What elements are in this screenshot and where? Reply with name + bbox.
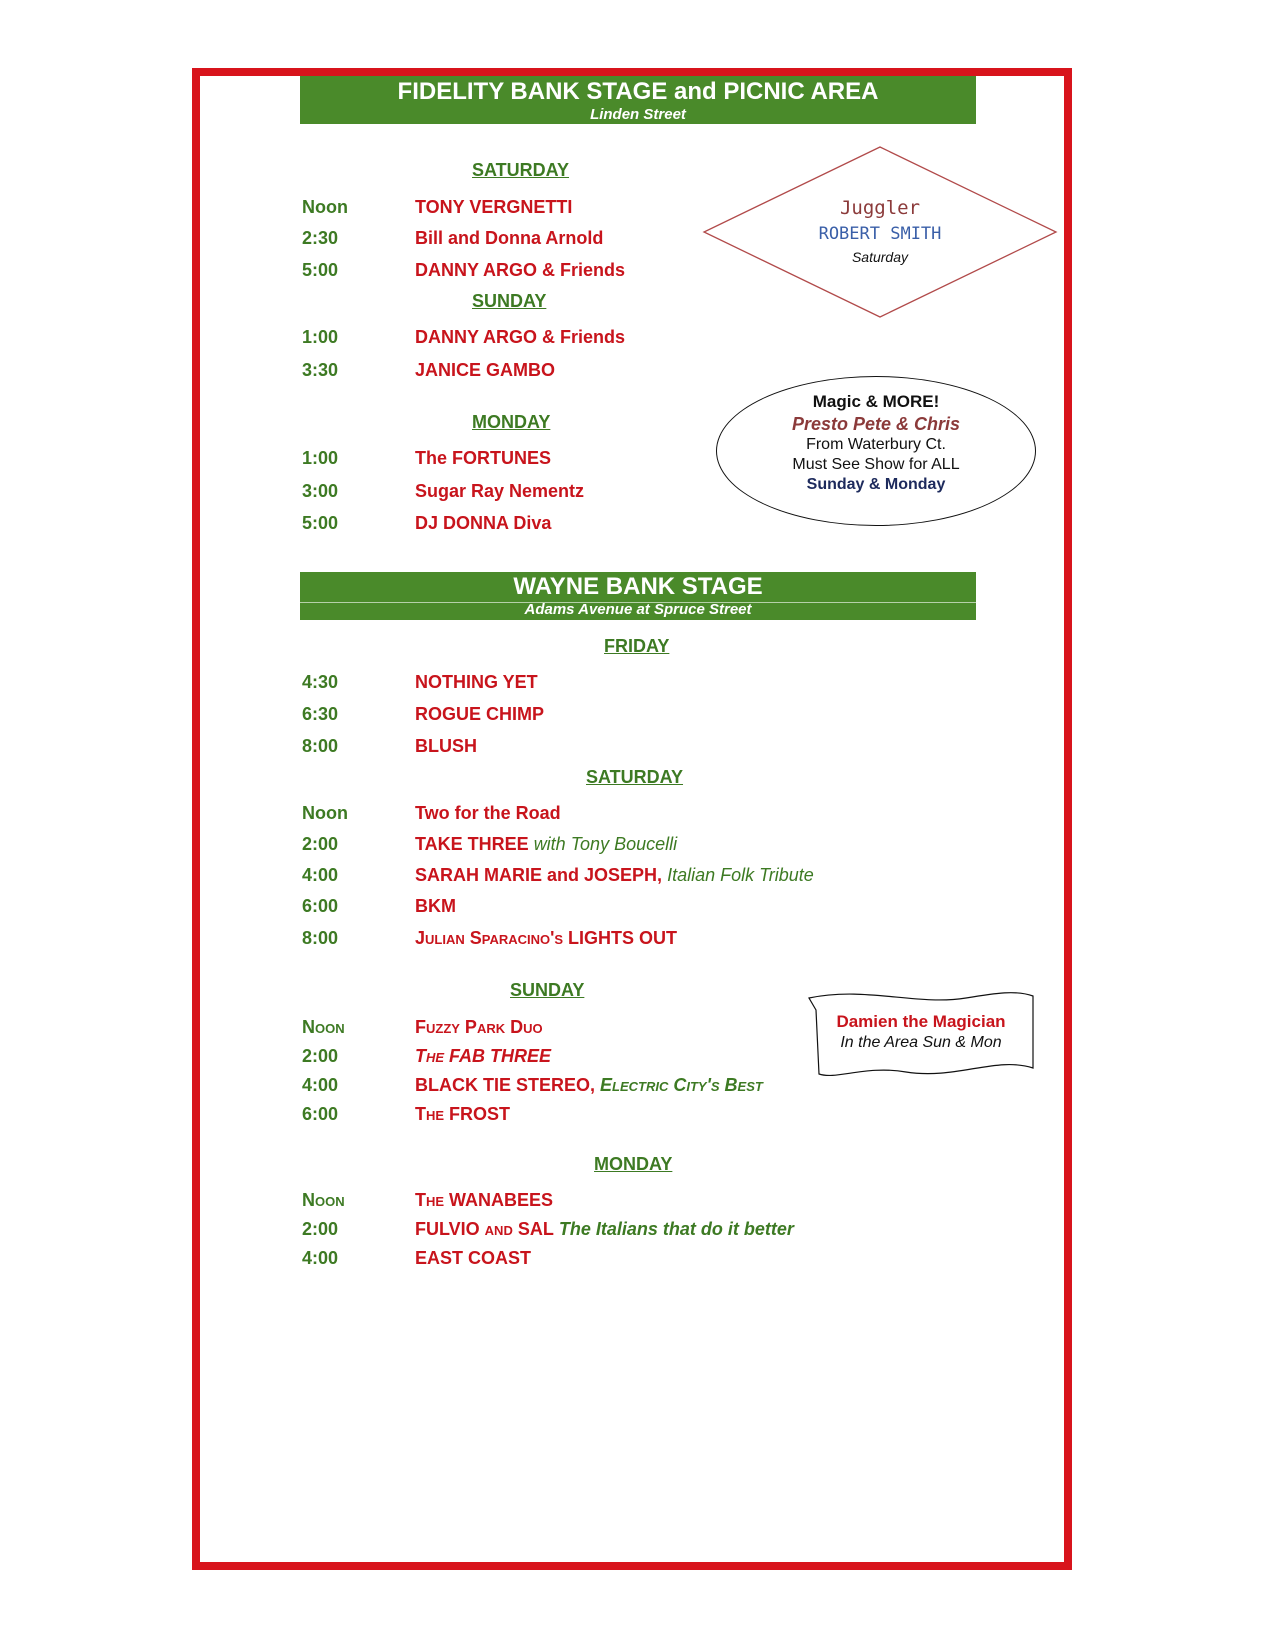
act-name: BLACK TIE STEREO, [415,1075,596,1095]
time: 4:00 [302,1248,339,1268]
time: 2:00 [302,1219,339,1239]
time: 3:30 [302,360,339,380]
day-heading: MONDAY [472,412,551,432]
act-with-note [415,834,677,855]
time: 4:00 [302,865,339,885]
act-with-note [415,1075,763,1096]
act: The FROST [415,1104,511,1124]
magician-title: Damien the Magician [836,1012,1006,1031]
day-heading: SUNDAY [510,980,585,1000]
stage2-title: WAYNE BANK STAGE [513,573,763,600]
act: JANICE GAMBO [415,360,556,380]
act: BLUSH [415,736,477,756]
time: 5:00 [302,513,339,533]
act-name: FULVIO and SAL [415,1219,554,1239]
act-note: Italian Folk Tribute [667,865,814,885]
time: 6:00 [302,1104,339,1124]
magic-performers: Presto Pete & Chris [791,414,961,434]
time: 8:00 [302,736,339,756]
time: 2:30 [302,228,339,248]
time: 2:00 [302,1046,339,1066]
magic-days: Sunday & Monday [806,476,946,493]
act-note: The Italians that do it better [558,1219,794,1239]
time: 1:00 [302,448,339,468]
day-heading: MONDAY [594,1154,673,1174]
magic-title: Magic & MORE! [812,392,940,411]
stage1-banner [300,76,976,124]
act-name: TAKE THREE [415,834,529,854]
time: 5:00 [302,260,339,280]
juggler-callout [702,195,1058,267]
time: 2:00 [302,834,339,854]
time: Noon [302,197,348,217]
act: Bill and Donna Arnold [415,228,604,248]
act: The FORTUNES [415,448,552,468]
magician-callout [806,1011,1036,1053]
act: ROGUE CHIMP [415,704,545,724]
act: TONY VERGNETTI [415,197,573,217]
time: 4:30 [302,672,339,692]
act: DANNY ARGO & Friends [415,260,626,280]
time: 4:00 [302,1075,339,1095]
act: Julian Sparacino's LIGHTS OUT [415,928,678,948]
day-heading: SUNDAY [472,291,547,311]
time: 6:00 [302,896,339,916]
juggler-day: Saturday [851,249,909,265]
act-name: SARAH MARIE and JOSEPH, [415,865,663,885]
act: Two for the Road [415,803,561,823]
act: DJ DONNA Diva [415,513,552,533]
magician-subtitle: In the Area Sun & Mon [840,1034,1002,1051]
stage2-location: Adams Avenue at Spruce Street [524,601,752,618]
act: Sugar Ray Nementz [415,481,585,501]
stage2-banner [300,572,976,620]
act-with-note [415,1219,794,1240]
act-note: with Tony Boucelli [533,834,678,854]
magic-oval [716,376,1036,526]
stage1-location: Linden Street [590,106,686,123]
juggler-name: ROBERT SMITH [818,224,942,244]
time: 1:00 [302,327,339,347]
act-with-note [415,865,814,886]
time: 8:00 [302,928,339,948]
time: Noon [302,1017,345,1037]
juggler-title: Juggler [839,197,921,219]
time: Noon [302,803,348,823]
act: EAST COAST [415,1248,532,1268]
magic-tagline: Must See Show for ALL [792,456,960,473]
act: DANNY ARGO & Friends [415,327,626,347]
act: The FAB THREE [415,1046,552,1066]
time: 6:30 [302,704,339,724]
day-heading: FRIDAY [604,636,670,656]
banner-divider [300,602,976,603]
magic-origin: From Waterbury Ct. [806,436,946,453]
act: BKM [415,896,456,916]
act: NOTHING YET [415,672,538,692]
time: Noon [302,1190,345,1210]
act-note: Electric City's Best [600,1075,763,1095]
time: 3:00 [302,481,339,501]
act: Fuzzy Park Duo [415,1017,543,1037]
act: The WANABEES [415,1190,554,1210]
stage1-title: FIDELITY BANK STAGE and PICNIC AREA [397,78,879,105]
day-heading: SATURDAY [586,767,684,787]
day-heading: SATURDAY [472,160,570,180]
